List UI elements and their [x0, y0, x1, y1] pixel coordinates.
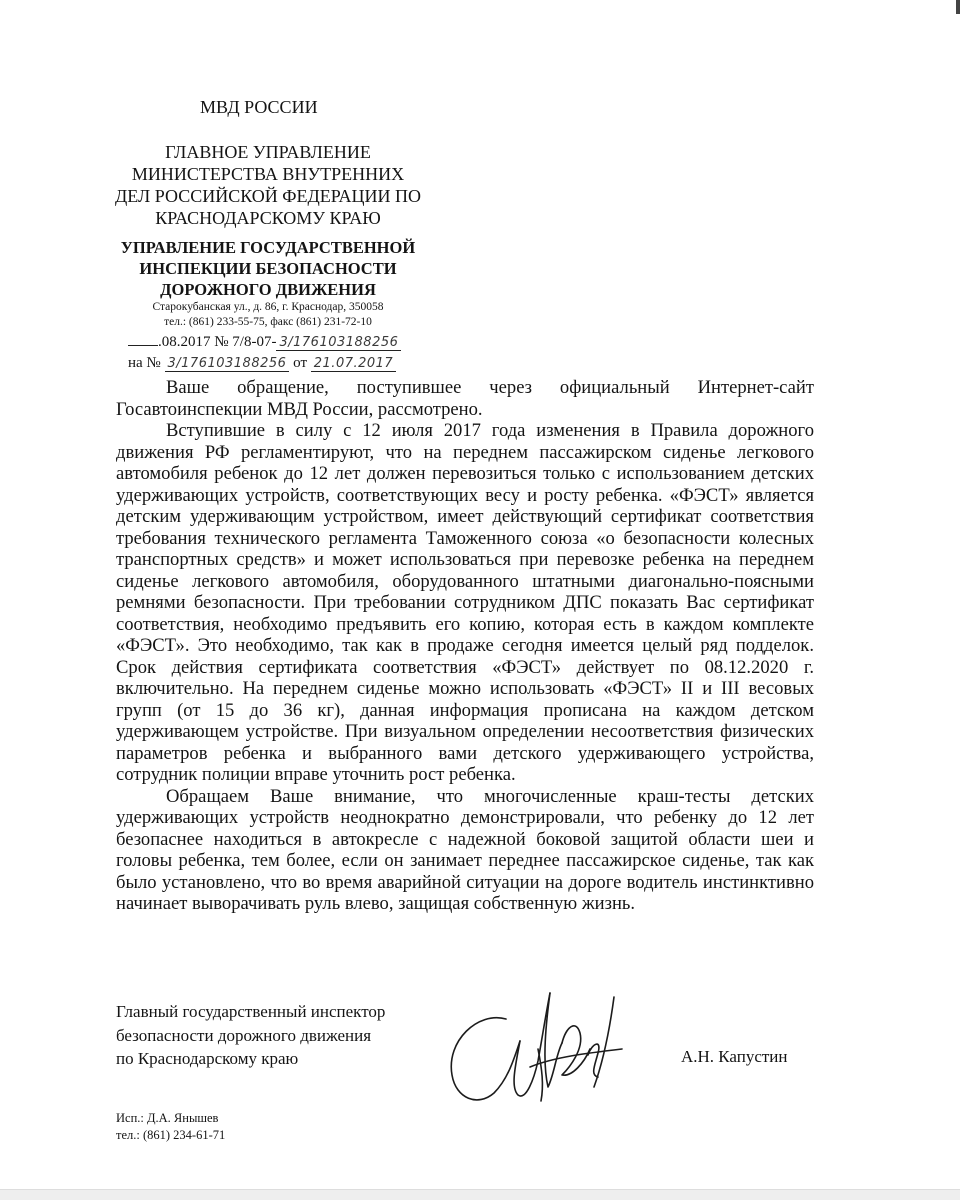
signatory-name: А.Н. Капустин — [681, 1047, 788, 1066]
executor-phone: тел.: (861) 234-61-71 — [116, 1128, 226, 1142]
position-line: безопасности дорожного движения — [116, 1025, 372, 1045]
outgoing-reference — [108, 331, 428, 353]
incoming-number-handwritten: 3/176103188256 — [165, 356, 290, 372]
main-directorate-line: ГЛАВНОЕ УПРАВЛЕНИЕ — [165, 142, 371, 162]
body-paragraph: Вступившие в силу с 12 июля 2017 года изменения в Правила дорожного движения РФ регламентируют, что на переднем пассажирском сиденье легкового автомобиля ребенок до 12 лет должен перевозиться только с использованием детских удерживающих устройств, соответствующих весу и росту ребенка. «ФЭСТ» является детским удерживающим устройством, имеет действующий сертификат соответствия требования технического регламента Таможенного союза «о безопасности колесных транспортных средств» и может использоваться при перевозке ребенка на переднем сиденье легкового автомобиля, оборудованного штатными диагонально-поясными ремнями безопасности. При требовании сотрудником ДПС показать Вас сертификат соответствия, необходимо предъявить его копию, которая есть в каждом комплекте «ФЭСТ». Это необходимо, так как в продаже сегодня имеется целый ряд подделок. Срок действия сертификата соответствия «ФЭСТ» действует по 08.12.2020 г. включительно. На переднем сиденье можно использовать «ФЭСТ» II и III весовых групп (от 15 до 36 кг), данная информация прописана на каждом детском удерживающем устройстве. При визуальном определении несоответствия физических параметров ребенка и выбранного вами детского удерживающего устройства, сотрудник полиции вправе уточнить рост ребенка. — [116, 420, 814, 785]
main-directorate-line: МИНИСТЕРСТВА ВНУТРЕННИХ — [131, 164, 405, 184]
main-directorate-line: ДЕЛ РОССИЙСКОЙ ФЕДЕРАЦИИ ПО — [115, 186, 421, 206]
department-line: ИНСПЕКЦИИ БЕЗОПАСНОСТИ — [139, 259, 397, 278]
outgoing-number-prefix: № 7/8-07- — [214, 334, 277, 350]
incoming-number-prefix: на № — [128, 355, 161, 371]
scan-edge-mark — [956, 0, 960, 14]
executor-name: Исп.: Д.А. Янышев — [116, 1111, 219, 1125]
outgoing-date: .08.2017 — [158, 334, 211, 350]
position-line: по Краснодарскому краю — [116, 1049, 299, 1068]
incoming-date-handwritten: 21.07.2017 — [311, 356, 396, 372]
scan-bottom-edge — [0, 1189, 960, 1200]
department-address: Старокубанская ул., д. 86, г. Краснодар, 350058 — [152, 301, 384, 313]
department-line: ДОРОЖНОГО ДВИЖЕНИЯ — [160, 280, 376, 299]
signatory-position — [116, 1000, 436, 1071]
executor-info — [116, 1110, 225, 1144]
ministry-title: МВД РОССИИ — [200, 97, 318, 117]
letter-body — [116, 377, 814, 915]
incoming-reference — [108, 353, 428, 374]
outgoing-number-handwritten: 3/176103188256 — [276, 335, 401, 351]
department-name — [108, 237, 428, 300]
department-line: УПРАВЛЕНИЕ ГОСУДАРСТВЕННОЙ — [120, 238, 416, 257]
main-directorate-line: КРАСНОДАРСКОМУ КРАЮ — [155, 208, 381, 228]
body-paragraph: Ваше обращение, поступившее через официальный Интернет-сайт Госавтоинспекции МВД России, рассмотрено. — [116, 377, 814, 420]
incoming-date-prefix: от — [293, 355, 308, 371]
letterhead — [108, 96, 428, 374]
body-paragraph: Обращаем Ваше внимание, что многочисленные краш-тесты детских удерживающих устройств неоднократно демонстрировали, что ребенку до 12 лет безопаснее находиться в автокресле с надежной боковой защитой области шеи и головы ребенка, тем более, если он занимает переднее пассажирское сиденье, так как было установлено, что во время аварийной ситуации на дороге водитель инстинктивно начинает выворачивать руль влево, защищая собственную жизнь. — [116, 785, 814, 914]
position-line: Главный государственный инспектор — [116, 1002, 386, 1021]
handwritten-signature — [438, 983, 628, 1113]
main-directorate — [108, 141, 428, 229]
department-phones: тел.: (861) 233-55-75, факс (861) 231-72-10 — [164, 316, 372, 328]
date-blank — [128, 331, 158, 346]
